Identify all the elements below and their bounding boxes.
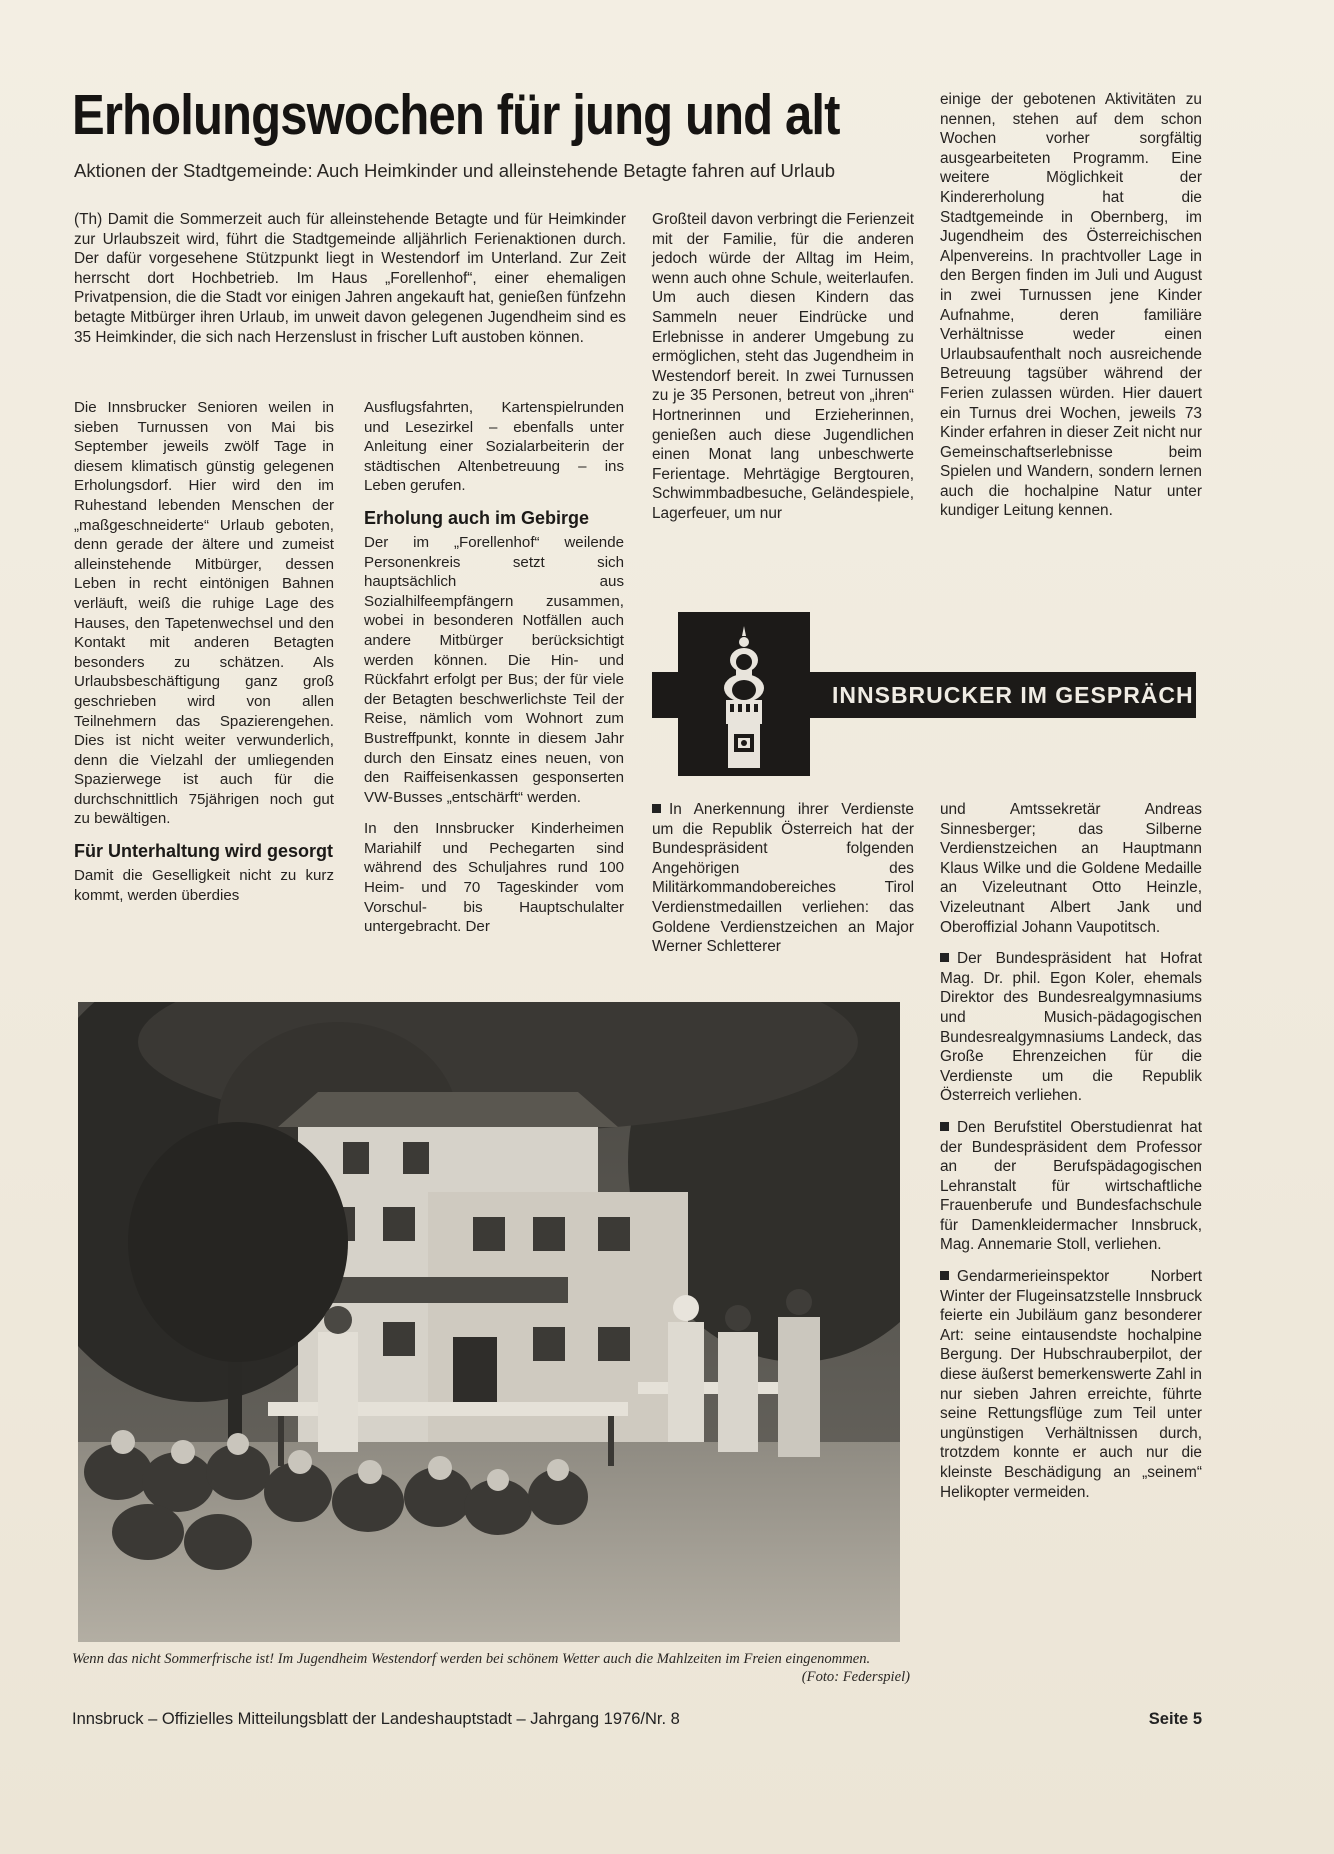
page-number: Seite 5 xyxy=(1148,1710,1202,1728)
news-column-left xyxy=(652,800,914,969)
footer-publication: Innsbruck – Offizielles Mitteilungsblatt der Landeshauptstadt – Jahrgang 1976/Nr. 8 xyxy=(72,1710,680,1728)
tower-icon xyxy=(692,622,796,770)
col3-paragraph-1: Großteil davon verbringt die Ferienzeit mit der Familie, für die anderen jedoch würde der Alltag im Heim, wenn auch ohne Schule, weiterlaufen. Um auch diesen Kindern das Sammeln neuer Eindrücke und Erlebnisse in anderer Umgebung zu ermöglichen, steht das Jugendheim in Westendorf bereit. In zwei Turnussen zu je 35 Personen, betreut von „ihren“ Hortnerinnen und Erzieherinnen, genießen auch diese Jugendlichen einen Monat lang unbeschwerte Ferientage. Mehrtägige Bergtouren, Schwimmbadbesuche, Geländespiele, Lagerfeuer, um nur xyxy=(652,211,914,522)
news-column-right xyxy=(940,800,1202,1514)
bullet-square-icon xyxy=(940,1122,949,1131)
photo-youth-home-meal xyxy=(78,1002,900,1642)
bullet-square-icon xyxy=(940,1271,949,1280)
column-4 xyxy=(940,90,1202,533)
col1-paragraph-2: Damit die Geselligkeit nicht zu kurz kommt, werden überdies xyxy=(74,867,334,904)
headline: Erholungswochen für jung und alt xyxy=(72,83,840,147)
section-banner-label: INNSBRUCKER IM GESPRÄCH xyxy=(810,672,1196,718)
bullet-square-icon xyxy=(940,953,949,962)
col2-paragraph-1: Ausflugsfahrten, Kartenspielrunden und Lesezirkel – ebenfalls unter Anleitung einer Sozialarbeiterin der städtischen Altenbetreuung – ins Leben gerufen. xyxy=(364,399,624,495)
column-3 xyxy=(652,210,914,536)
col2-heading: Erholung auch im Gebirge xyxy=(364,507,590,528)
page-footer xyxy=(72,1710,1202,1732)
subheadline: Aktionen der Stadtgemeinde: Auch Heimkinder und alleinstehende Betagte fahren auf Urlaub xyxy=(74,160,836,181)
intro-paragraph: (Th) Damit die Sommerzeit auch für alleinstehende Betagte und für Heimkinder zur Urlaubszeit wird, führt die Stadtgemeinde alljährlich Ferienaktionen durch. Der dafür vorgesehene Stützpunkt liegt in Westendorf im Unterland. Zur Zeit herrscht dort Hochbetrieb. Im Haus „Forellenhof“, einer ehemaligen Privatpension, die die Stadt vor einigen Jahren angekauft hat, genießen fünfzehn betagte Mitbürger ihren Urlaub, im unweit davon gelegenen Jugendheim sind es 35 Heimkinder, die sich nach Herzenslust in frischer Luft austoben können. xyxy=(74,211,626,346)
col1-paragraph-1: Die Innsbrucker Senioren weilen in sieben Turnussen von Mai bis September jeweils zwölf Tage in diesem klimatisch günstig gelegenen Erholungsdorf. Hier wird den im Ruhestand lebenden Menschen der „maßgeschneiderte“ Urlaub geboten, denn gerade der ältere und zumeist alleinstehende Mitbürger, dessen Leben in recht eintönigen Bahnen verläuft, weiß die ruhige Lage des Hauses, den Tapetenwechsel und den Kontakt mit anderen Betagten besonders zu schätzen. Als Urlaubsbeschäftigung ganz groß geschrieben wird von allen Teilnehmern das Spazierengehen. Dies ist nicht weiter verwunderlich, denn die Vielzahl der umliegenden Spazierwege ist auch für die durchschnittlich 75jährigen noch gut zu bewältigen. xyxy=(74,399,334,828)
news-item-4: Gendarmerieinspektor Norbert Winter der Flugeinsatzstelle Innsbruck feierte ein Jubiläum ganz besonderer Art: seine eintausendste hochalpine Bergung. Der Hubschrauberpilot, der diese äußerst bemerkenswerte Zahl in nur sieben Jahren erreichte, führte seine Rettungsflüge zum Teil unter ungünstigen Verhältnissen durch, trotzdem konnte er auch nur die kleinste Beschädigung an „seinem“ Helikopter vermeiden. xyxy=(940,1268,1202,1501)
photo-illustration xyxy=(78,1002,900,1642)
col4-paragraph-1: einige der gebotenen Aktivitäten zu nennen, stehen auf dem schon Wochen vorher sorgfältig ausgearbeiteten Programm. Eine weitere Möglichkeit der Kindererholung hat die Stadtgemeinde in Obernberg, im Jugendheim des Österreichischen Alpenvereins. In prachtvoller Lage in den Bergen finden im Juli und August in zwei Turnussen jene Kinder Aufnahme, deren familiäre Verhältnisse weder einen Urlaubsaufenthalt noch ausreichende Betreuung tagsüber während der Ferien zulassen würden. Hier dauert ein Turnus drei Wochen, jeweils 73 Kinder erfahren in dieser Zeit nicht nur Gemeinschaftserlebnisse beim Spielen und Wandern, sondern lernen auch die hochalpine Natur unter kundiger Leitung kennen. xyxy=(940,91,1202,520)
col2-paragraph-2: Der im „Forellenhof“ weilende Personenkreis setzt sich hauptsächlich aus Sozialhilfeempfängern zusammen, wobei in besonderen Notfällen auch andere Mitbürger berücksichtigt werden können. Die Hin- und Rückfahrt erfolgt per Bus; der für viele der Betagten beschwerlichste Teil der Reise, nämlich vom Wohnort zum Bustreffpunkt, konnte in diesem Jahr durch den Einsatz eines neuen, von den Raiffeisenkassen gesponserten VW-Busses „entschärft“ werden. xyxy=(364,533,624,806)
photo-caption xyxy=(72,1650,910,1686)
col1-heading: Für Unterhaltung wird gesorgt xyxy=(74,841,333,862)
caption-text: Wenn das nicht Sommerfrische ist! Im Jugendheim Westendorf werden bei schönem Wetter auch die Mahlzeiten im Freien eingenommen. xyxy=(72,1651,871,1667)
news-item-1-continued: und Amtssekretär Andreas Sinnesberger; das Silberne Verdienstzeichen an Hauptmann Klaus Wilke und die Goldene Medaille an Vizeleutnant Otto Heinzle, Vizeleutnant Albert Jank und Oberoffizial Johann Vaupotitsch. xyxy=(940,801,1202,936)
bullet-square-icon xyxy=(652,804,661,813)
news-item-3: Den Berufstitel Oberstudienrat hat der Bundespräsident dem Professor an der Berufspädagogischen Lehranstalt für wirtschaftliche Frauenberufe und Bundesfachschule für Damenkleidermacher Innsbruck, Mag. Annemarie Stoll, verliehen. xyxy=(940,1118,1202,1254)
column-2 xyxy=(364,398,624,949)
col2-paragraph-3: In den Innsbrucker Kinderheimen Mariahilf und Pechegarten sind während des Schuljahres rund 100 Heim- und 70 Tageskinder vom Vorschul- bis Hauptschulalter untergebracht. Der xyxy=(364,820,624,936)
news-item-1: In Anerkennung ihrer Verdienste um die Republik Österreich hat der Bundespräsident folgenden Angehörigen des Militärkommandobereiches Tirol Verdienstmedaillen verliehen: das Goldene Verdienstzeichen an Major Werner Schletterer xyxy=(652,801,914,956)
intro-block xyxy=(74,210,626,347)
section-banner xyxy=(652,612,1196,776)
column-1 xyxy=(74,398,334,917)
news-item-2: Der Bundespräsident hat Hofrat Mag. Dr. phil. Egon Koler, ehemals Direktor des Bundesrealgymnasiums und Musich-pädagogischen Bundesrealgymnasiums Landeck, das Große Ehrenzeichen für die Verdienste um die Republik Österreich verliehen. xyxy=(940,950,1202,1105)
photo-credit: (Foto: Federspiel) xyxy=(801,1669,910,1685)
city-tower-logo xyxy=(678,612,810,776)
